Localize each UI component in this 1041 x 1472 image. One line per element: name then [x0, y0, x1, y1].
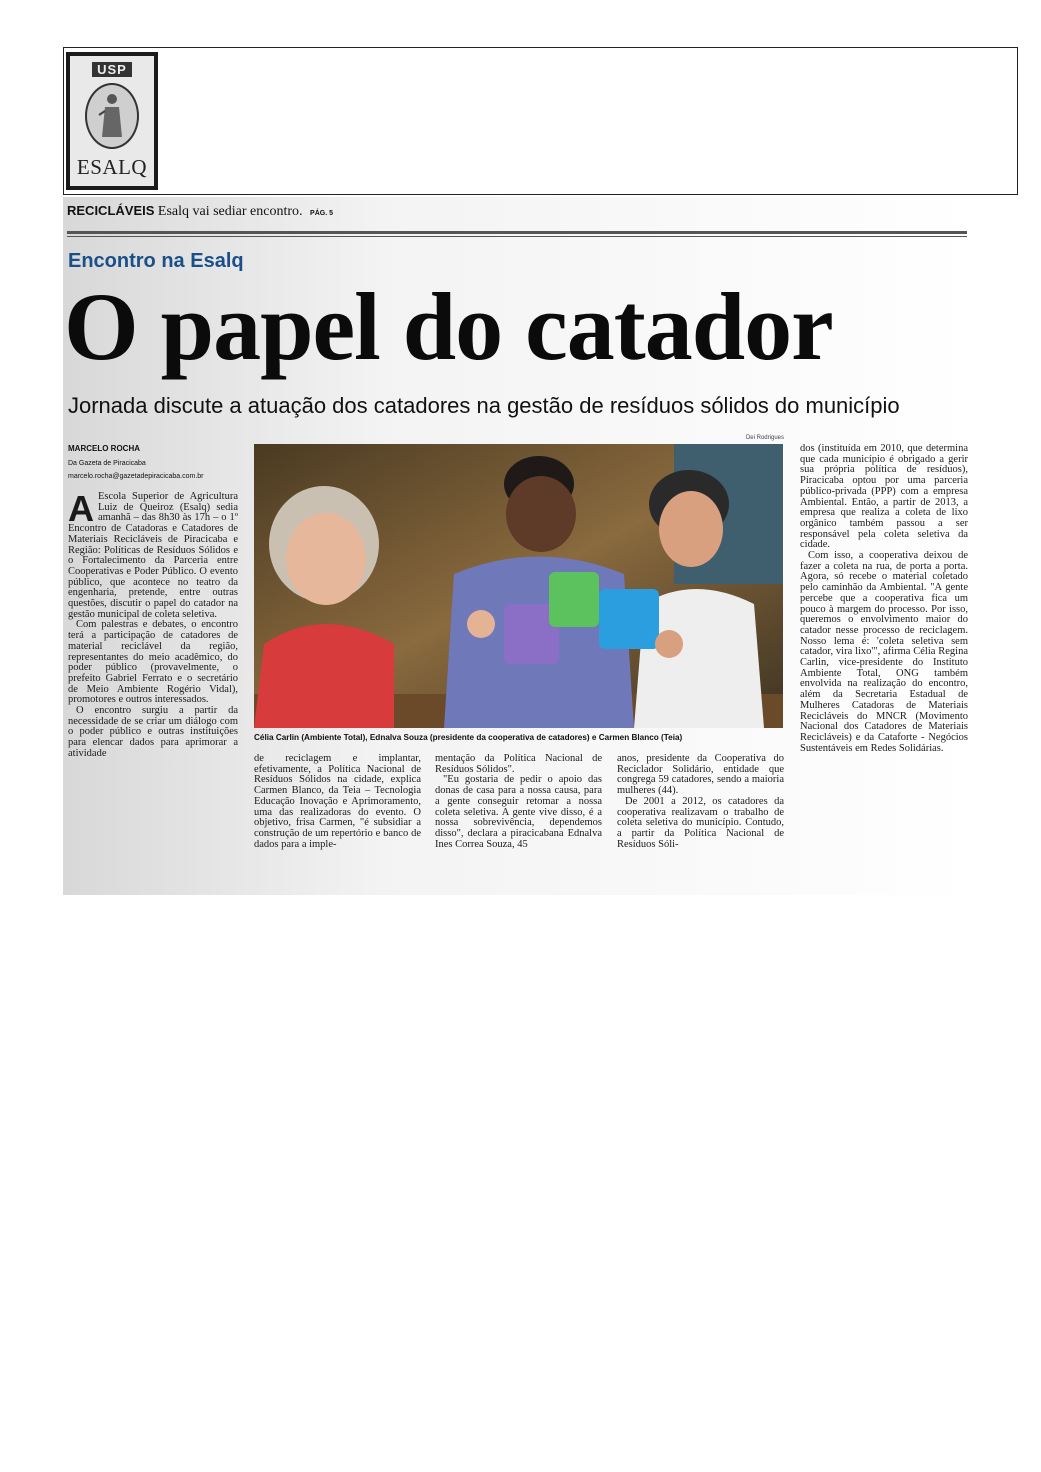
photo-caption: Célia Carlin (Ambiente Total), Ednalva Souza (presidente da cooperativa de catadores) e Carmen Blanco (Teia) [254, 733, 683, 742]
divider-thick [67, 231, 967, 234]
usp-esalq-logo [66, 52, 158, 190]
paragraph: "Eu gostaria de pedir o apoio das donas de casa para a nossa causa, para a gente conseguir retomar a nossa coleta seletiva. A gente vive disso, é a nossa sobrevivência, dependemos disso", declara a piracicabana Ednalva Ines Correa Souza, 45 [435, 774, 602, 850]
paragraph: De 2001 a 2012, os catadores da cooperativa realizavam o trabalho de coleta seletiva do município. Contudo, a partir da Política Nacional de Resíduos Sóli- [617, 795, 784, 850]
seal-icon [85, 83, 139, 149]
paragraph-text: Escola Superior de Agricultura Luiz de Queiroz (Esalq) sedia amanhã – das 8h30 às 17h – o 1º Encontro de Catadoras e Catadores de Materiais Recicláveis de Piracicaba e Região: Políticas de Resíduos Sólidos e o Fortalecimento da Parceria entre Cooperativas e Poder Público. O evento público, que acontece no teatro da engenharia, pretende, entre outras questões, discutir o papel do catador na gestão municipal de coleta seletiva. [68, 491, 238, 620]
article-column-5 [800, 444, 968, 754]
paragraph: de reciclagem e implantar, efetivamente, a Política Nacional de Resíduos Sólidos na cidade, explica Carmen Blanco, da Teia – Tecnologia Educação Inovação e Aprimoramento, uma das realizadoras do evento. O objetivo, frisa Carmen, "é subsidiar a construção de um repertório e banco de dados para a imple- [254, 753, 421, 850]
article-column-2 [254, 754, 421, 850]
byline-org: Da Gazeta de Piracicaba [68, 460, 146, 467]
headline: O papel do catador [64, 273, 833, 380]
article-column-4 [617, 754, 784, 850]
paragraph: O encontro surgiu a partir da necessidade de se criar um diálogo com o poder público e outras instituições para elencar dados para aprimorar a atividade [68, 705, 238, 759]
paragraph: mentação da Política Nacional de Resíduos Sólidos". [435, 753, 602, 775]
kicker-page-ref: PÁG. 5 [310, 210, 333, 217]
dropcap: A [68, 488, 94, 529]
photo-credit: Dei Rodrigues [745, 435, 784, 441]
header-frame [63, 47, 1018, 195]
byline-name: MARCELO ROCHA [68, 444, 140, 453]
kicker-section: RECICLÁVEIS [67, 203, 155, 218]
paragraph [68, 488, 238, 620]
divider-thin [67, 236, 967, 237]
article-column-3 [435, 754, 602, 850]
logo-usp-text: USP [92, 62, 132, 77]
article-photo [254, 444, 783, 728]
kicker-text: Esalq vai sediar encontro. [157, 204, 303, 219]
paragraph: Com palestras e debates, o encontro terá a participação de catadores de material reciclável da região, representantes do meio acadêmico, do poder público (provavelmente, o prefeito Gabriel Ferrato e o secretário de Meio Ambiente Rogério Vidal), promotores e outros interessados. [68, 619, 238, 706]
paragraph: Com isso, a cooperativa deixou de fazer a coleta na rua, de porta a porta. Agora, só recebe o material coletado pelo caminhão da Ambiental. "A gente percebe que a cooperativa fica um pouco à margem do processo. Por isso, queremos o envolvimento maior do catador nesse processo de reciclagem. Nosso lema é: 'coleta seletiva sem catador, vira lixo'", afirma Célia Regina Carlin, vice-presidente do Instituto Ambiente Total, ONG também envolvida na realização do encontro, além da Secretaria Estadual de Mulheres Catadoras de Materiais Recicláveis do MNCR (Movimento Nacional dos Catadores de Materiais Recicláveis) e da Cataforte - Negócios Sustentáveis em Redes Solidárias. [800, 550, 968, 754]
logo-esalq-text: ESALQ [76, 155, 148, 179]
paragraph: dos (instituída em 2010, que determina que cada município é obrigado a gerir sua própria política de resíduos), Piracicaba optou por uma parceria público-privada (PPP) com a empresa Ambiental. Então, a partir de 2013, a empresa que realiza a coleta de lixo orgânico também passou a ser responsável pela coleta seletiva da cidade. [800, 443, 968, 551]
subheadline: Jornada discute a atuação dos catadores na gestão de resíduos sólidos do município [68, 393, 900, 418]
article-column-1 [68, 488, 238, 760]
byline-email: marcelo.rocha@gazetadepiracicaba.com.br [68, 473, 204, 480]
section-label: Encontro na Esalq [68, 250, 244, 272]
kicker [67, 203, 333, 220]
paragraph: anos, presidente da Cooperativa do Reciclador Solidário, entidade que congrega 59 catadores, sendo a maioria mulheres (44). [617, 753, 784, 797]
